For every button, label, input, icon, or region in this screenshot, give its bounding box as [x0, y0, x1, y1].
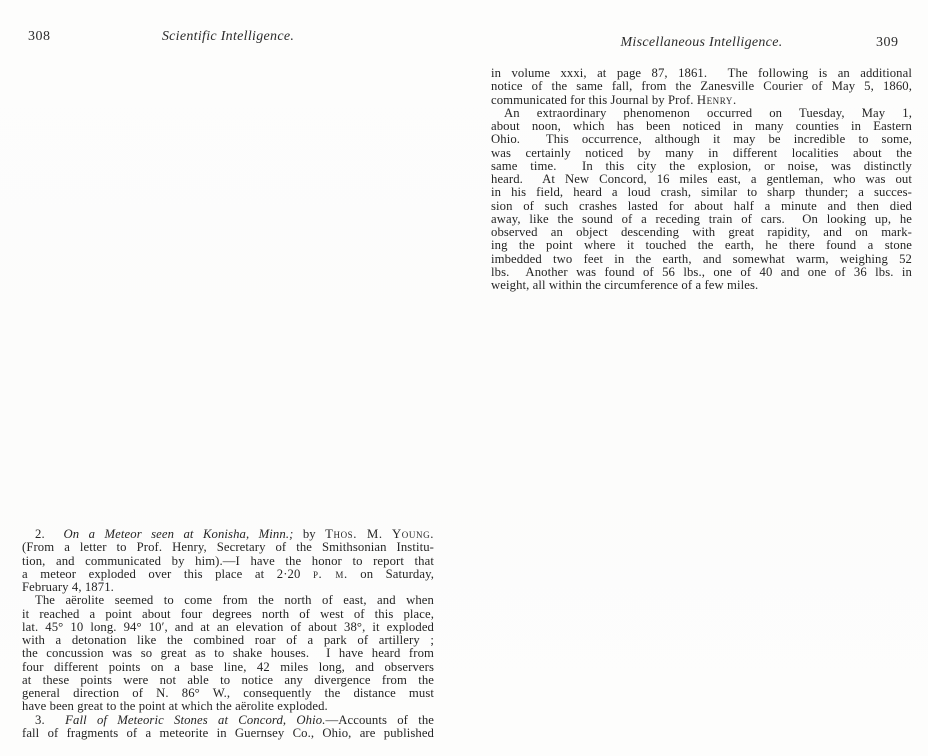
- body-text: a meteor exploded over this place at 2·20: [22, 567, 313, 581]
- text-line: [491, 80, 912, 93]
- right-page-body-text: [491, 67, 912, 292]
- text-line: [491, 120, 912, 133]
- text-line: [22, 714, 434, 727]
- body-text: 3.: [35, 713, 66, 727]
- body-text: ing the point where it touched the earth, he there found a stone: [491, 239, 912, 253]
- body-text: The aërolite seemed to come from the north of east, and when: [35, 594, 434, 608]
- body-text: the concussion was so great as to shake houses. I have heard from: [22, 647, 434, 661]
- text-line: [22, 555, 434, 568]
- text-line: [491, 160, 912, 173]
- body-text: communicated for this Journal by Prof.: [491, 93, 697, 107]
- text-line: [491, 94, 912, 107]
- body-text: heard. At New Concord, 16 miles east, a gentleman, who was out: [491, 173, 912, 186]
- text-line: [22, 647, 434, 660]
- text-line: [22, 581, 434, 594]
- body-text: observed an object descending with great rapidity, and on mark-: [491, 226, 912, 239]
- right-page: [464, 0, 928, 756]
- smallcaps-text: Thos. M. Young.: [325, 528, 434, 541]
- text-line: [22, 700, 434, 713]
- body-text: fall of fragments of a meteorite in Guernsey Co., Ohio, are published: [22, 726, 434, 740]
- body-text: on Saturday,: [347, 567, 434, 581]
- text-line: [22, 687, 434, 700]
- text-line: [22, 541, 434, 554]
- text-line: [22, 634, 434, 647]
- body-text: lat. 45° 10 long. 94° 10′, and at an elevation of about 38°, it exploded: [22, 620, 434, 634]
- body-text: notice of the same fall, from the Zanesville Courier of May 5, 1860,: [491, 80, 912, 94]
- body-text: it reached a point about four degrees north of west of this place,: [22, 607, 434, 621]
- text-line: [22, 661, 434, 674]
- body-text: imbedded two feet in the earth, and somewhat warm, weighing 52: [491, 252, 912, 266]
- text-line: [22, 568, 434, 581]
- body-text: about noon, which has been noticed in many counties in Eastern: [491, 120, 912, 133]
- body-text: —Accounts of the: [325, 713, 434, 727]
- text-line: [491, 107, 912, 120]
- text-line: [491, 133, 912, 146]
- text-line: [22, 727, 434, 740]
- text-line: [22, 528, 434, 541]
- text-line: [491, 147, 912, 160]
- text-line: [491, 186, 912, 199]
- italic-text: Fall of Meteoric Stones at Concord, Ohio.: [65, 713, 326, 727]
- body-text: at these points were not able to notice any divergence from the: [22, 673, 434, 687]
- body-text: 2.: [35, 528, 64, 541]
- body-text: in his field, heard a loud crash, similar to sharp thunder; a succes-: [491, 186, 912, 200]
- body-text: weight, all within the circumference of a few miles.: [491, 279, 759, 292]
- body-text: was certainly noticed by many in different localities about the: [491, 146, 912, 160]
- body-text: have been great to the point at which the aërolite exploded.: [22, 700, 328, 714]
- left-page-body-text: [22, 528, 434, 740]
- right-page-number: 309: [876, 35, 899, 50]
- text-line: [22, 621, 434, 634]
- body-text: Ohio. This occurrence, although it may be incredible to some,: [491, 133, 912, 147]
- body-text: February 4, 1871.: [22, 581, 114, 594]
- body-text: by: [293, 528, 326, 541]
- text-line: [22, 674, 434, 687]
- text-line: [22, 608, 434, 621]
- smallcaps-text: p. m.: [312, 567, 348, 581]
- body-text: with a detonation like the combined roar of a park of artillery ;: [22, 634, 434, 647]
- right-running-title: Miscellaneous Intelligence.: [620, 35, 783, 50]
- body-text: away, like the sound of a receding train of cars. On looking up, he: [491, 212, 912, 226]
- text-line: [491, 200, 912, 213]
- text-line: [491, 213, 912, 226]
- body-text: (From a letter to Prof. Henry, Secretary of the Smithsonian Institu-: [22, 541, 434, 555]
- body-text: same time. In this city the explosion, or noise, was distinctly: [491, 159, 912, 173]
- body-text: four different points on a base line, 42 miles long, and observers: [22, 660, 434, 674]
- text-line: [22, 594, 434, 607]
- text-line: [491, 266, 912, 279]
- left-running-title: Scientific Intelligence.: [161, 29, 295, 44]
- text-line: [491, 239, 912, 252]
- text-line: [491, 67, 912, 80]
- body-text: in volume xxxi, at page 87, 1861. The following is an additional: [491, 67, 912, 80]
- smallcaps-text: Henry.: [696, 93, 737, 107]
- body-text: lbs. Another was found of 56 lbs., one of 40 and one of 36 lbs. in: [491, 265, 912, 279]
- text-line: [491, 279, 912, 292]
- italic-text: On a Meteor seen at Konisha, Minn.;: [63, 528, 294, 541]
- text-line: [491, 253, 912, 266]
- body-text: sion of such crashes lasted for about half a minute and then died: [491, 199, 912, 213]
- body-text: general direction of N. 86° W., consequently the distance must: [22, 687, 434, 700]
- body-text: tion, and communicated by him).—I have the honor to report that: [22, 554, 434, 568]
- text-line: [491, 173, 912, 186]
- text-line: [491, 226, 912, 239]
- body-text: An extraordinary phenomenon occurred on Tuesday, May 1,: [504, 106, 912, 120]
- left-page-number: 308: [28, 29, 51, 44]
